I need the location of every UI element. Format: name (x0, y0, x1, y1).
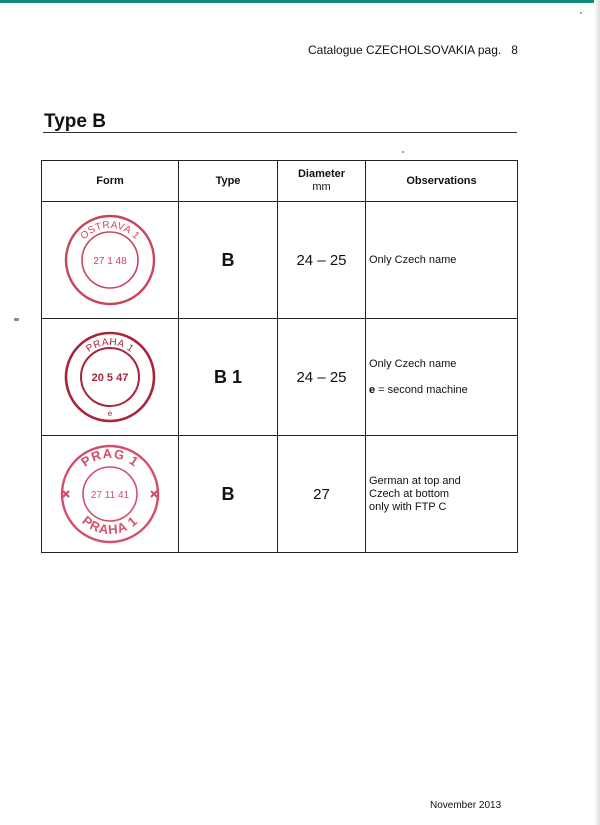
svg-text:27 1 48: 27 1 48 (93, 256, 127, 267)
table-row (42, 436, 518, 553)
page-header (308, 43, 518, 57)
footer-date: November 2013 (430, 800, 502, 811)
type-cell: B 1 (179, 319, 278, 436)
scan-right-edge (594, 0, 600, 825)
svg-text:20 5 47: 20 5 47 (91, 372, 129, 384)
svg-text:e: e (107, 409, 113, 418)
postmark-stamp-image (60, 327, 160, 427)
form-cell (42, 202, 179, 319)
column-header-diameter (278, 161, 366, 202)
catalogue-title: Catalogue CZECHOLSOVAKIA pag. (308, 43, 502, 57)
table-row (42, 319, 518, 436)
observation-line: Only Czech name (369, 253, 457, 266)
scan-speck (580, 12, 582, 14)
diameter-cell: 24 – 25 (278, 202, 366, 319)
column-header-type: Type (179, 161, 278, 202)
type-cell: B (179, 436, 278, 553)
form-cell (42, 436, 179, 553)
section-title: Type B (44, 111, 106, 132)
scan-top-edge (0, 0, 600, 3)
svg-text:OSTRAVA 1: OSTRAVA 1 (78, 219, 142, 242)
page-number: 8 (511, 43, 518, 57)
machine-note (369, 384, 517, 397)
postmark-type-table (41, 160, 518, 553)
observations-cell (366, 319, 518, 436)
svg-text:PRAG 1: PRAG 1 (78, 445, 142, 470)
diameter-cell: 24 – 25 (278, 319, 366, 436)
title-underline (43, 132, 517, 133)
table-header-row (42, 161, 518, 202)
diameter-cell: 27 (278, 436, 366, 553)
scan-speck (402, 151, 404, 153)
column-header-form: Form (42, 161, 179, 202)
observation-line: only with FTP C (369, 500, 447, 513)
diameter-label: Diameter (297, 168, 346, 180)
svg-text:PRAHA 1: PRAHA 1 (84, 336, 136, 355)
observation-line: German at top and (369, 474, 461, 487)
observations-cell (366, 202, 518, 319)
table-row (42, 202, 518, 319)
diameter-unit: mm (312, 181, 331, 193)
observation-line: Only Czech name (369, 357, 457, 370)
form-cell (42, 319, 179, 436)
svg-text:27 11 41: 27 11 41 (90, 490, 130, 501)
scan-speck (14, 318, 19, 321)
svg-text:PRAHA 1: PRAHA 1 (79, 512, 141, 538)
postmark-stamp-image (57, 441, 163, 547)
observations-cell (366, 436, 518, 553)
postmark-stamp-image (60, 210, 160, 310)
type-cell: B (179, 202, 278, 319)
observation-line: Czech at bottom (369, 487, 450, 500)
column-header-observations: Observations (366, 161, 518, 202)
machine-note-letter: e (369, 383, 376, 396)
machine-note-text: = second machine (375, 383, 468, 396)
